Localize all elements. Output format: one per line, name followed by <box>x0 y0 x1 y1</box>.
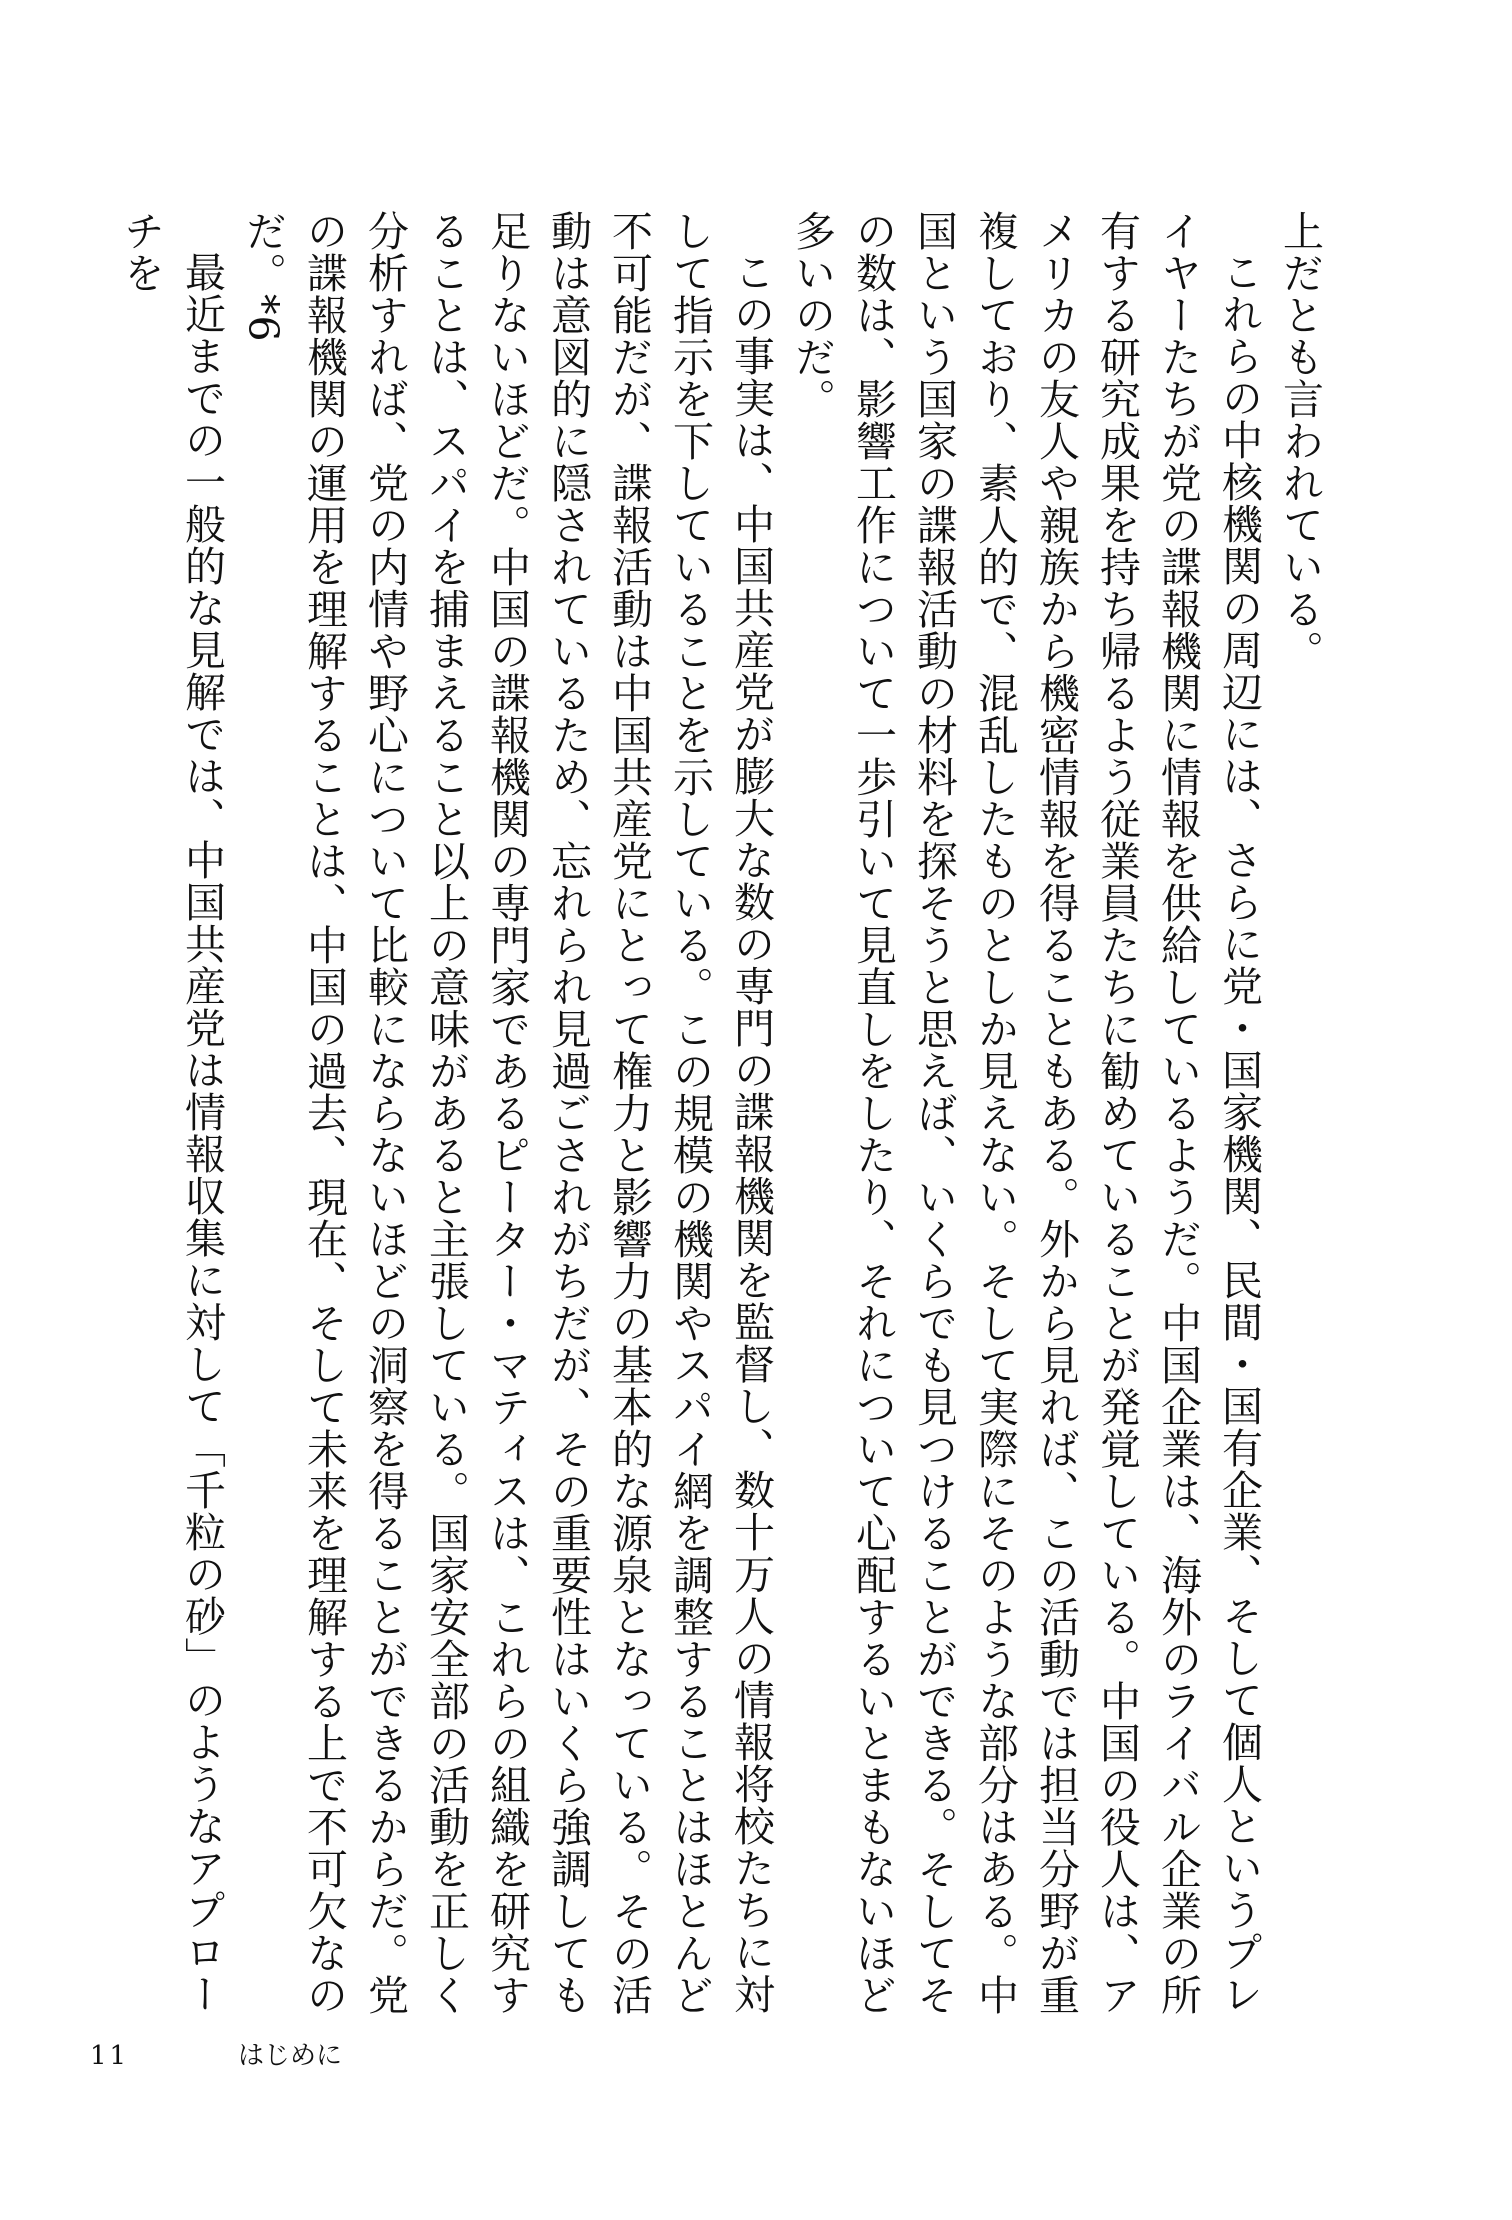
paragraph-4: 最近までの一般的な見解では、中国共産党は情報収集に対して「千粒の砂」のようなアプローチを <box>117 210 226 2015</box>
page-number: 11 <box>90 2041 130 2071</box>
paragraph-2: これらの中核機関の周辺には、さらに党・国家機関、民間・国有企業、そして個人というプレイヤーたちが党の諜報機関に情報を供給しているようだ。中国企業は、海外のライバル企業の所有する研究成果を持ち帰るよう従業員たちに勧めていることが発覚している。中国の役人は、アメリカの友人や親族から機密情報を得ることもある。外から見れば、この活動では担当分野が重複しており、素人的で、混乱したものとしか見えない。そして実際にそのような部分はある。中国という国家の諜報活動の材料を探そうと思えば、いくらでも見つけることができる。そしてその数は、影響工作について一歩引いて見直しをしたり、それについて心配するいとまもないほど多いのだ。 <box>788 210 1263 2016</box>
running-head: はじめに <box>238 2041 343 2071</box>
body-text <box>117 210 1330 2040</box>
paragraph-3: この事実は、中国共産党が膨大な数の専門の諜報機関を監督し、数十万人の情報将校たちに対して指示を下していることを示している。この規模の機関やスパイ網を調整することはほとんど不可能だが、諜報活動は中国共産党にとって権力と影響力の基本的な源泉となっている。その活動は意図的に隠されているため、忘れられ見過ごされがちだが、その重要性はいくら強調しても足りないほどだ。中国の諜報機関の専門家であるピーター・マティスは、これらの組織を研究することは、スパイを捕まえること以上の意味があると主張している。国家安全部の活動を正しく分析すれば、党の内情や野心について比較にならないほどの洞察を得ることができるからだ。党の諜報機関の運用を理解することは、中国の過去、現在、そして未来を理解する上で不可欠なのだ。*6 <box>239 210 775 2016</box>
paragraph-1: 上だとも言われている。 <box>1276 210 1324 672</box>
